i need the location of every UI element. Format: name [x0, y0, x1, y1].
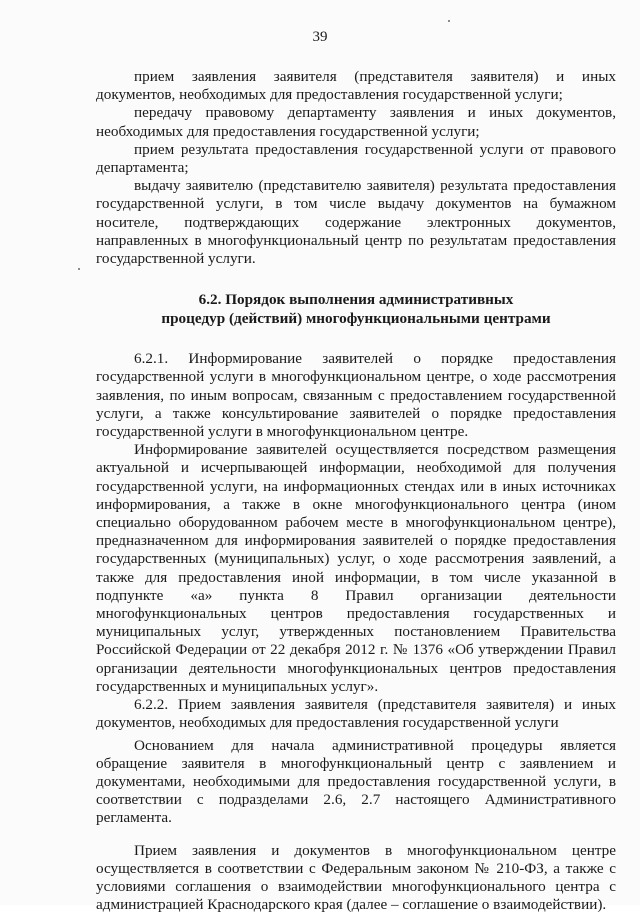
scan-speck	[448, 20, 450, 22]
paragraph: Прием заявления и документов в многофункциональном центре осуществляется в соответствии с Федеральным законом № 210-ФЗ, а также с условиями соглашения о взаимодействии многофункционального центра с администрацией Краснодарского края (далее – соглашение о взаимодействии).	[96, 841, 616, 914]
section-heading-line: процедур (действий) многофункциональными центрами	[161, 309, 551, 327]
paragraph: прием результата предоставления государственной услуги от правового департамента;	[96, 140, 616, 177]
page-number: 39	[312, 29, 328, 45]
section-heading	[96, 291, 616, 328]
paragraph: 6.2.2. Прием заявления заявителя (представителя заявителя) и иных документов, необходимых для предоставления государственной услуги	[96, 696, 616, 732]
document-body	[96, 68, 616, 914]
paragraph: прием заявления заявителя (представителя заявителя) и иных документов, необходимых для предоставления государственной услуги;	[96, 68, 616, 104]
scan-speck	[78, 268, 80, 270]
paragraph: передачу правовому департаменту заявления и иных документов, необходимых для предоставления государственной услуги;	[96, 104, 616, 140]
paragraph: выдачу заявителю (представителю заявителя) результата предоставления государственной услуги, в том числе выдачу документов на бумажном носителе, подтверждающих содержание электронных документов, направленных в многофункциональный центр по результатам предоставления государственной услуги.	[96, 177, 616, 268]
paragraph: 6.2.1. Информирование заявителей о порядке предоставления государственной услуги в многофункциональном центре, о ходе рассмотрения заявления, по иным вопросам, связанным с предоставлением государственной услуги, а также консультирование заявителей о порядке предоставления государственной услуги в многофункциональном центре.	[96, 350, 616, 441]
section-heading-line: 6.2. Порядок выполнения административных	[198, 291, 514, 309]
paragraph: Основанием для начала административной процедуры является обращение заявителя в многофункциональный центр с заявлением и документами, необходимыми для предоставления государственной услуги, в соответствии с подразделами 2.6, 2.7 настоящего Административного регламента.	[96, 736, 616, 827]
paragraph: Информирование заявителей осуществляется посредством размещения актуальной и исчерпывающей информации, необходимой для получения государственной услуги, на информационных стендах или в иных источниках информирования, а также в окне многофункционального центра (ином специально оборудованном рабочем месте в многофункциональном центре), предназначенном для информирования заявителей о порядке предоставления государственных (муниципальных) услуг, о ходе рассмотрения заявлений, а также для предоставления иной информации, в том числе указанной в подпункте «а» пункта 8 Правил организации деятельности многофункциональных центров предоставления государственных и муниципальных услуг, утвержденных постановлением Правительства Российской Федерации от 22 декабря 2012 г. № 1376 «Об утверждении Правил организации деятельности многофункциональных центров предоставления государственных и муниципальных услуг».	[96, 441, 616, 695]
